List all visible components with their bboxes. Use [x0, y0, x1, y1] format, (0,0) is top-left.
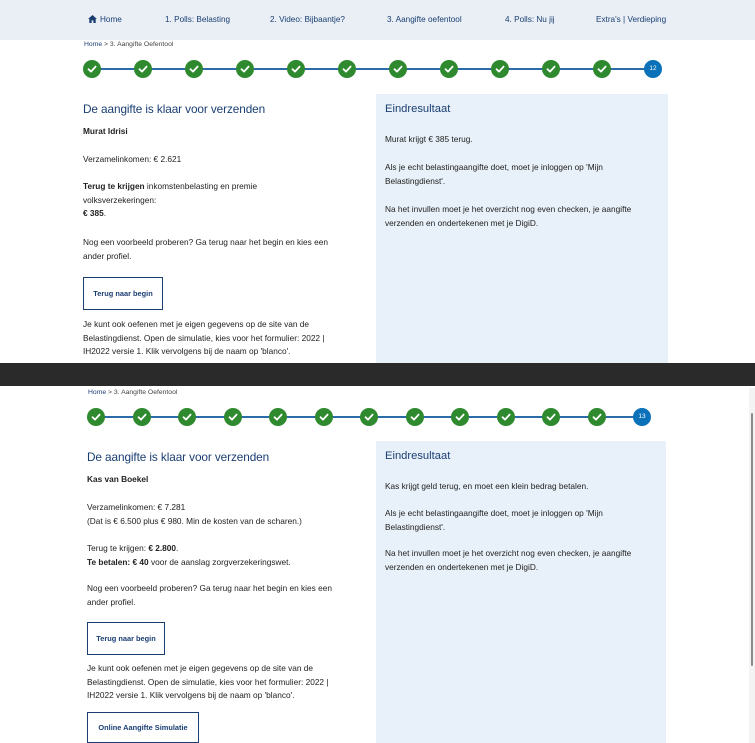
checkmark-icon — [319, 412, 329, 422]
progress-stepper — [87, 408, 653, 426]
back-to-start-button[interactable]: Terug naar begin — [83, 277, 163, 310]
nav-aangifte-oefentool[interactable]: 3. Aangifte oefentool — [387, 15, 462, 24]
nav-video-bijbaantje[interactable]: 2. Video: Bijbaantje? — [270, 15, 345, 24]
checkmark-icon — [137, 412, 147, 422]
pay-amount: € 40 — [132, 556, 149, 567]
step-complete — [87, 408, 105, 426]
step-current: 12 — [644, 60, 662, 78]
checkmark-icon — [495, 64, 505, 74]
checkmark-icon — [410, 412, 420, 422]
progress-stepper — [83, 60, 659, 78]
own-data-text: Je kunt ook oefenen met je eigen gegevens op de site van de Belastingdienst. Open de simulatie, kies voor het formulier: 2022 | IH2022 versie 1. Klik vervolgens bij de naam op 'blanco'. — [83, 319, 325, 356]
refund-amount: € 2.800 — [148, 543, 177, 553]
income-text: Verzamelinkomen: € 2.621 — [83, 154, 182, 164]
nav-home[interactable] — [88, 15, 122, 24]
stepper-line — [92, 68, 653, 70]
profile-name: Kas van Boekel — [87, 474, 149, 484]
page-title: De aangifte is klaar voor verzenden — [83, 102, 266, 116]
checkmark-icon — [228, 412, 238, 422]
breadcrumb: Home > 3. Aangifte Oefentool — [84, 41, 174, 48]
nav-extras-verdieping[interactable]: Extra's | Verdieping — [596, 15, 667, 24]
retry-text: Nog een voorbeeld proberen? Ga terug naar het begin en kies een ander profiel. — [87, 583, 332, 607]
step-complete — [389, 60, 407, 78]
result-line: Als je echt belastingaangifte doet, moet je inloggen op 'Mijn Belastingdienst'. — [385, 162, 603, 186]
checkmark-icon — [592, 412, 602, 422]
step-complete — [134, 60, 152, 78]
scrollbar-thumb[interactable] — [751, 413, 753, 666]
checkmark-icon — [182, 412, 192, 422]
breadcrumb-home-link[interactable]: Home — [88, 389, 107, 396]
step-complete — [287, 60, 305, 78]
checkmark-icon — [444, 64, 454, 74]
step-complete — [269, 408, 287, 426]
checkmark-icon — [546, 412, 556, 422]
page-title: De aangifte is klaar voor verzenden — [87, 450, 270, 464]
breadcrumb-current: 3. Aangifte Oefentool — [109, 41, 174, 48]
step-complete — [497, 408, 515, 426]
screenshot-divider — [0, 363, 755, 386]
step-complete — [542, 408, 560, 426]
checkmark-icon — [189, 64, 199, 74]
step-current: 13 — [633, 408, 651, 426]
back-to-start-button[interactable]: Terug naar begin — [87, 622, 165, 655]
income-note: (Dat is € 6.500 plus € 980. Min de kosten van de scharen.) — [87, 515, 302, 526]
checkmark-icon — [501, 412, 511, 422]
own-data-text: Je kunt ook oefenen met je eigen gegevens op de site van de Belastingdienst. Open de simulatie, kies voor het formulier: 2022 | IH2022 versie 1. Klik vervolgens bij de naam op 'blanco'. — [87, 663, 329, 700]
step-complete — [224, 408, 242, 426]
checkmark-icon — [364, 412, 374, 422]
checkmark-icon — [138, 64, 148, 74]
refund-text: Terug te krijgen: € 2.800. Te betalen: € 40 voor de aanslag zorgverzekeringswet. — [87, 543, 291, 567]
result-line: Kas krijgt geld terug, en moet een klein bedrag betalen. — [385, 481, 589, 491]
step-complete — [83, 60, 101, 78]
breadcrumb: Home > 3. Aangifte Oefentool — [88, 389, 178, 396]
step-complete — [588, 408, 606, 426]
checkmark-icon — [342, 64, 352, 74]
step-complete — [451, 408, 469, 426]
checkmark-icon — [87, 64, 97, 74]
step-complete — [593, 60, 611, 78]
checkmark-icon — [240, 64, 250, 74]
result-panel — [376, 94, 668, 363]
checkmark-icon — [393, 64, 403, 74]
profile-name: Murat Idrisi — [83, 126, 128, 136]
step-complete — [315, 408, 333, 426]
checkmark-icon — [291, 64, 301, 74]
checkmark-icon — [597, 64, 607, 74]
top-navigation — [0, 0, 755, 40]
step-complete — [133, 408, 151, 426]
step-complete — [185, 60, 203, 78]
refund-amount: € 385 — [83, 208, 104, 218]
online-simulation-button[interactable]: Online Aangifte Simulatie — [87, 712, 199, 743]
nav-polls-belasting[interactable]: 1. Polls: Belasting — [165, 15, 231, 24]
checkmark-icon — [546, 64, 556, 74]
step-complete — [338, 60, 356, 78]
checkmark-icon — [91, 412, 101, 422]
step-complete — [360, 408, 378, 426]
breadcrumb-home-link[interactable]: Home — [84, 41, 103, 48]
step-complete — [542, 60, 560, 78]
step-complete — [491, 60, 509, 78]
nav-polls-nu-jij[interactable]: 4. Polls: Nu jij — [505, 15, 555, 24]
step-complete — [406, 408, 424, 426]
nav-home-label: Home — [100, 15, 122, 24]
step-complete — [178, 408, 196, 426]
checkmark-icon — [273, 412, 283, 422]
result-line: Murat krijgt € 385 terug. — [385, 134, 473, 144]
home-icon — [88, 15, 97, 23]
checkmark-icon — [455, 412, 465, 422]
result-line: Als je echt belastingaangifte doet, moet je inloggen op 'Mijn Belastingdienst'. — [385, 508, 603, 532]
breadcrumb-current: 3. Aangifte Oefentool — [113, 389, 178, 396]
refund-text: Terug te krijgen inkomstenbelasting en premie volksverzekeringen: € 385. — [83, 181, 258, 218]
result-line: Na het invullen moet je het overzicht nog even checken, je aangifte verzenden en ondertekenen met je DigiD. — [385, 548, 632, 572]
result-panel — [376, 441, 666, 743]
result-line: Na het invullen moet je het overzicht nog even checken, je aangifte verzenden en ondertekenen met je DigiD. — [385, 204, 632, 228]
result-title: Eindresultaat — [385, 450, 451, 462]
step-complete — [440, 60, 458, 78]
retry-text: Nog een voorbeeld proberen? Ga terug naar het begin en kies een ander profiel. — [83, 237, 328, 261]
step-complete — [236, 60, 254, 78]
income-text: Verzamelinkomen: € 7.281 (Dat is € 6.500 plus € 980. Min de kosten van de scharen.) — [87, 502, 302, 526]
result-title: Eindresultaat — [385, 103, 451, 115]
